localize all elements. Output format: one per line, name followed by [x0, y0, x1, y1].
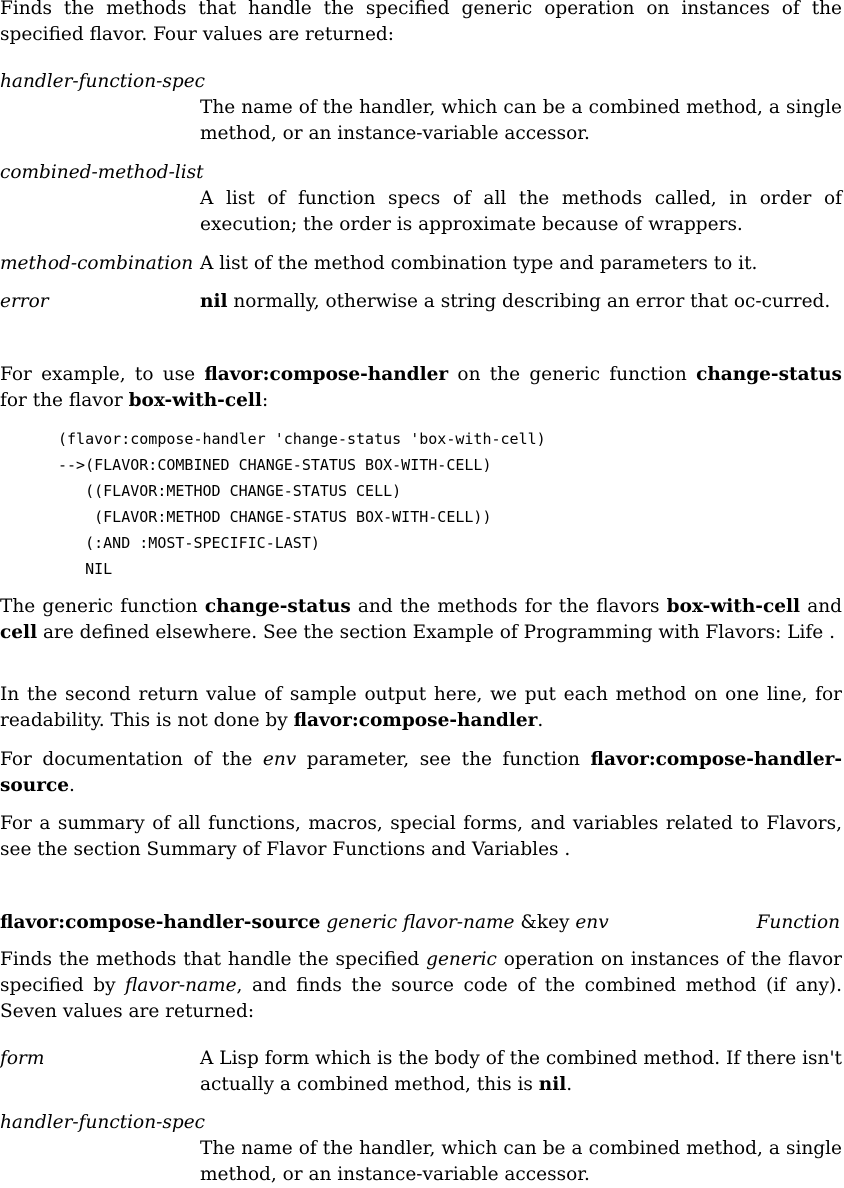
parameter-name: flavor-name [125, 975, 237, 996]
term-method-combination: method-combination [0, 253, 194, 274]
function-heading [0, 910, 842, 936]
env-paragraph [0, 747, 842, 799]
nil-keyword: nil [538, 1074, 567, 1095]
function-heading-name: flavor:compose-handler-source [0, 912, 321, 933]
intro-paragraph [0, 0, 842, 48]
function-heading-key: &key [520, 912, 570, 933]
desc-error-rest: normally, otherwise a string describing an error that oc-curred. [227, 291, 831, 312]
function-heading-key-arg: env [575, 912, 609, 933]
function-heading-type: Function [756, 912, 840, 933]
text-run: For example, to use [0, 364, 205, 385]
text-run: . [566, 1074, 573, 1095]
summary-text: For a summary of all functions, macros, special forms, and variables related to Flavors, see the section Summary of Flavor Functions and Variables . [0, 813, 842, 860]
code-line-3: ((FLAVOR:METHOD CHANGE-STATUS CELL) [58, 482, 402, 500]
code-line-5: (:AND :MOST-SPECIFIC-LAST) [58, 534, 320, 552]
desc-error [200, 289, 842, 315]
flavor-name: cell [0, 622, 38, 643]
term-error: error [0, 291, 49, 312]
term-combined-method-list: combined-method-list [0, 162, 204, 183]
code-line-1: (flavor:compose-handler 'change-status 'box-with-cell) [58, 430, 546, 448]
text-run: For documentation of the [0, 749, 263, 770]
text-run: The generic function [0, 596, 205, 617]
generic-name: change-status [204, 596, 351, 617]
second-value-paragraph [0, 682, 842, 734]
desc-handler-function-spec: The name of the handler, which can be a combined method, a single method, or an instance-variable accessor. [200, 97, 842, 144]
parameter-name: generic [426, 949, 497, 970]
desc-handler-function-spec-2: The name of the handler, which can be a combined method, a single method, or an instance-variable accessor. [200, 1138, 842, 1185]
function-name: flavor:compose-handler [204, 364, 449, 385]
intro-text: Finds the methods that handle the specified generic operation on instances of the specified flavor. Four values are returned: [0, 0, 842, 45]
text-run: In the second return value of sample output here, we put each method on one line, for readability. This is not done by [0, 684, 842, 731]
text-run: for the flavor [0, 390, 129, 411]
term-form: form [0, 1048, 45, 1069]
code-line-2: -->(FLAVOR:COMBINED CHANGE-STATUS BOX-WITH-CELL) [58, 456, 492, 474]
text-run: . [537, 710, 544, 731]
function-name: flavor:compose-handler [293, 710, 538, 731]
generic-name: change-status [696, 364, 842, 385]
desc-form-text: A Lisp form which is the body of the combined method. If there isn't actually a combined method, this is [200, 1048, 842, 1095]
text-run: , and finds the source code of the combined method (if any). Seven values are returned: [0, 975, 842, 1022]
summary-paragraph [0, 811, 842, 863]
generic-paragraph [0, 594, 842, 646]
desc-method-combination: A list of the method combination type and parameters to it. [200, 253, 758, 274]
term-handler-function-spec: handler-function-spec [0, 71, 205, 92]
text-run: and the methods for the flavors [350, 596, 667, 617]
desc-combined-method-list: A list of function specs of all the methods called, in order of execution; the order is approximate because of wrappers. [200, 188, 842, 235]
flavor-name: box-with-cell [666, 596, 801, 617]
parameter-name: env [262, 749, 297, 770]
function-name: flavor:compose-handler-source [0, 749, 843, 796]
code-line-4: (FLAVOR:METHOD CHANGE-STATUS BOX-WITH-CELL)) [58, 508, 492, 526]
code-line-6: NIL [58, 560, 113, 578]
function-heading-args: generic flavor-name [326, 912, 515, 933]
source-intro-paragraph [0, 947, 842, 1025]
term-handler-function-spec-2: handler-function-spec [0, 1112, 205, 1133]
example-paragraph [0, 362, 842, 414]
text-run: : [261, 390, 269, 411]
text-run: Finds the methods that handle the specified [0, 949, 427, 970]
text-run: operation on instances of the flavor specified by [0, 949, 842, 996]
text-run: . [69, 775, 75, 796]
flavor-name: box-with-cell [128, 390, 262, 411]
desc-form [200, 1046, 842, 1098]
text-run: parameter, see the function [296, 749, 591, 770]
text-run: on the generic function [448, 364, 697, 385]
text-run: are defined elsewhere. See the section Example of Programming with Flavors: Life . [37, 622, 835, 643]
nil-keyword: nil [200, 291, 228, 312]
text-run: and [800, 596, 843, 617]
